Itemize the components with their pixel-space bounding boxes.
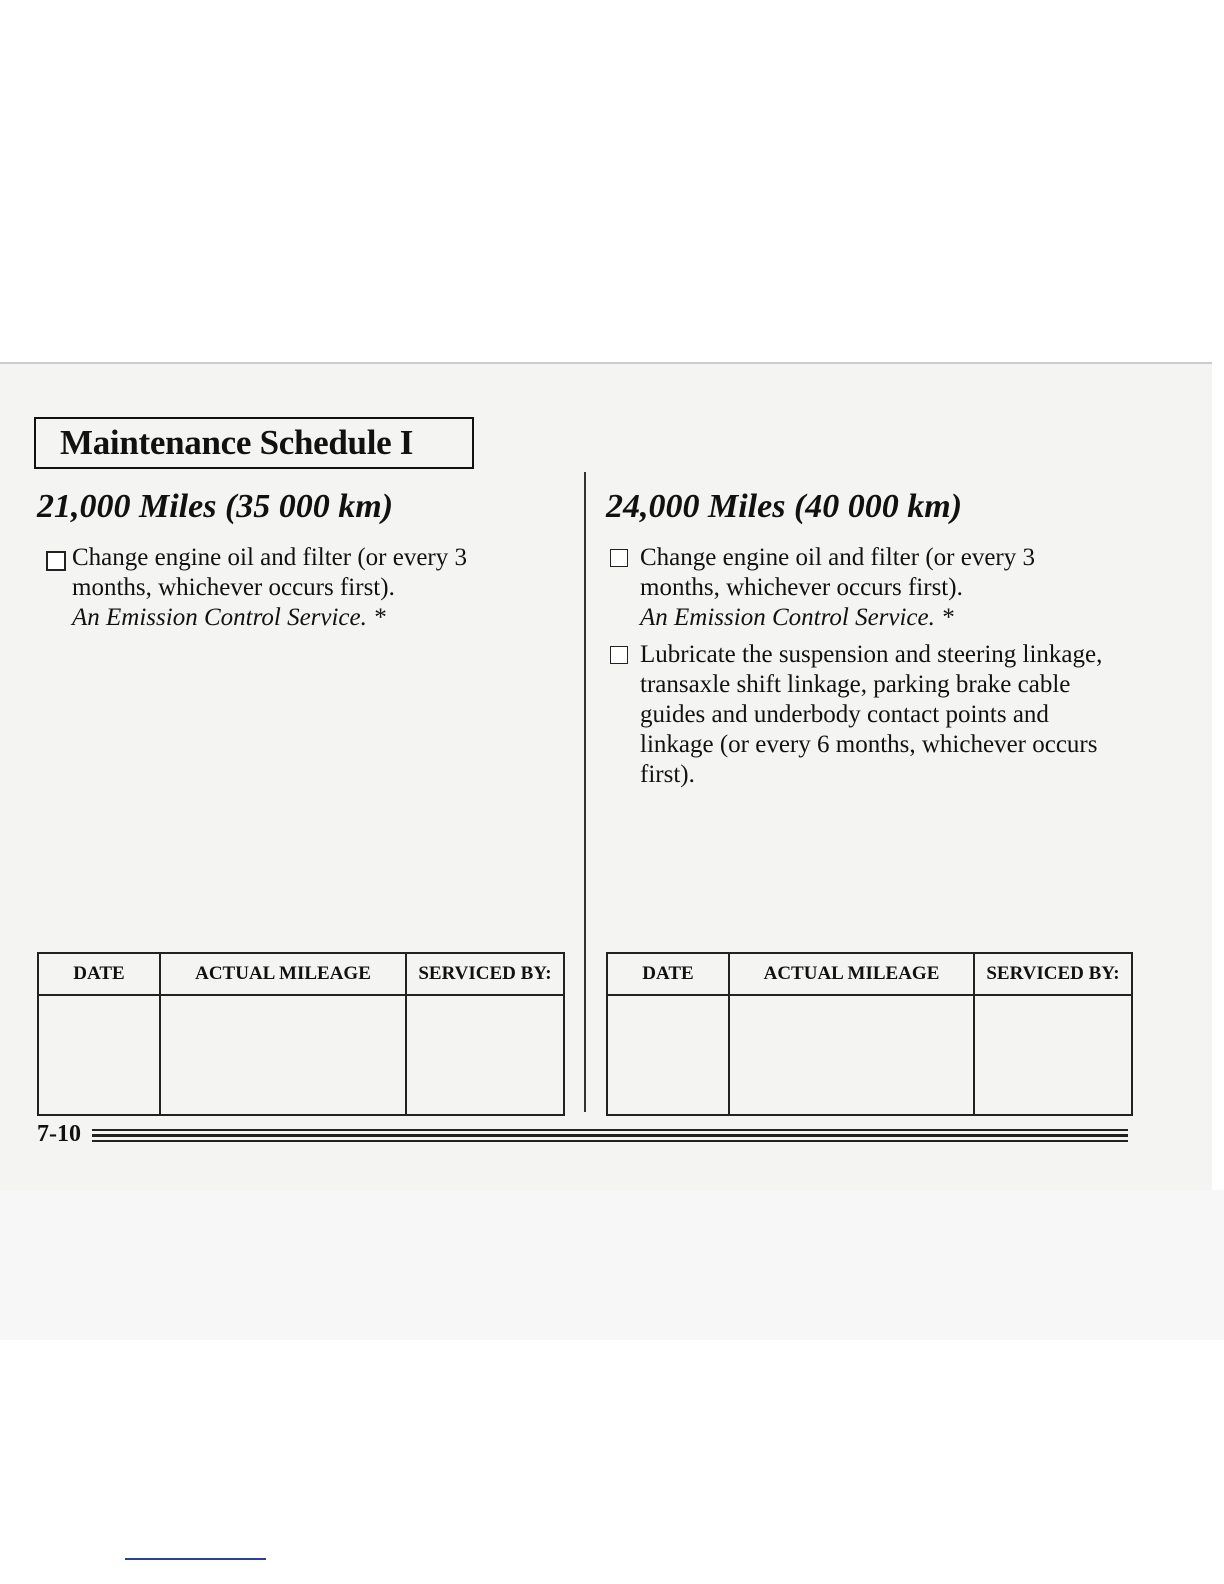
column-header-actual-mileage: ACTUAL MILEAGE: [160, 953, 406, 995]
footer-rule-middle: [92, 1134, 1128, 1137]
column-header-serviced-by: SERVICED BY:: [974, 953, 1132, 995]
mileage-heading-left: 21,000 Miles (35 000 km): [37, 488, 394, 525]
task-checkbox[interactable]: [610, 549, 628, 567]
date-cell[interactable]: [607, 995, 729, 1115]
task-text: Change engine oil and filter (or every 3 months, whichever occurs first).: [72, 544, 467, 601]
table-row: [607, 995, 1132, 1115]
column-header-date: DATE: [607, 953, 729, 995]
footer-rule-bottom: [92, 1140, 1128, 1142]
mileage-heading-right: 24,000 Miles (40 000 km): [606, 488, 963, 525]
task-item-right-lubricate[interactable]: [608, 640, 1118, 790]
serviced-by-cell[interactable]: [406, 995, 564, 1115]
date-cell[interactable]: [38, 995, 160, 1115]
page-number: 7-10: [37, 1121, 81, 1147]
service-log-table-left: [37, 952, 565, 1116]
footer-rule-top: [92, 1129, 1128, 1131]
emission-note: An Emission Control Service. *: [640, 604, 954, 631]
bottom-rule: [125, 1558, 266, 1560]
mileage-cell[interactable]: [729, 995, 974, 1115]
column-header-serviced-by: SERVICED BY:: [406, 953, 564, 995]
serviced-by-cell[interactable]: [974, 995, 1132, 1115]
schedule-title-box: [34, 417, 474, 469]
task-item-right-oil-change[interactable]: [608, 543, 1078, 633]
column-header-date: DATE: [38, 953, 160, 995]
page-title: Maintenance Schedule I: [60, 423, 414, 462]
service-log-table-right: [606, 952, 1133, 1116]
scan-margin: [0, 1190, 1224, 1340]
task-item-left-oil-change[interactable]: [40, 543, 510, 633]
task-text: Lubricate the suspension and steering linkage, transaxle shift linkage, parking brake cable guides and underbody contact points and linkage (or every 6 months, whichever occurs first).: [640, 641, 1103, 788]
emission-note: An Emission Control Service. *: [72, 604, 386, 631]
mileage-cell[interactable]: [160, 995, 406, 1115]
task-text: Change engine oil and filter (or every 3 months, whichever occurs first).: [640, 544, 1035, 601]
task-checkbox[interactable]: [46, 551, 66, 571]
table-row: [38, 995, 564, 1115]
task-checkbox[interactable]: [610, 646, 628, 664]
column-divider: [584, 472, 586, 1112]
column-header-actual-mileage: ACTUAL MILEAGE: [729, 953, 974, 995]
